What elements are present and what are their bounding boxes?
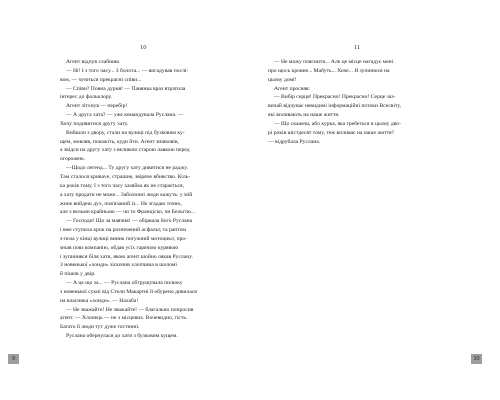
text-line: Агент зітхнув — перебір! [66, 103, 128, 110]
text-line: жиnе вийдеш дух, пов'язаний із... Не згадаю точно, [60, 200, 182, 207]
text-line: — Не можу пояснити... Але це місце нагадує мені [274, 59, 394, 65]
text-line: на власника «хонди». — Нахаба! [60, 297, 139, 304]
text-line: але з вельми крайньою — чи то Франціско, чи Бельгію... [60, 209, 196, 216]
text-line: Хочу подивитися другу хату. [60, 120, 129, 127]
text-line: — відрубала Руслана. [268, 138, 321, 145]
text-line: — Співи? Повна дурня! — Панянка враз втратила [66, 85, 186, 92]
left-page-text [60, 58, 210, 341]
right-page-folio: 10 [471, 354, 482, 364]
left-page-running-number: 10 [140, 44, 147, 51]
text-line: Вийшли з двору, стали на вулиці під бузковим ку- [66, 129, 185, 136]
text-line: й пішов у двір. [60, 271, 96, 278]
text-line: Агент просяяв: [274, 85, 311, 92]
text-line: —Щодо легенд... Ту другу хату дивитися не раджу. [66, 165, 189, 172]
text-line: — Не зважайте! Не зважайте! — благально попросив [66, 306, 194, 313]
left-page-folio: 9 [8, 354, 19, 364]
text-line: — А друга хата? — уже командувала Руслана. — [66, 112, 184, 119]
text-line: — А це що за... — Руслана обтрушувала пилюку [66, 280, 183, 287]
text-line: — Що скажеш, або курка, яка гребеться в цьому дво- [274, 120, 401, 127]
text-line: про щось кровне... Мабуть... Хоче... Я зупинюся на [268, 67, 390, 74]
text-line: цьому домі! [268, 76, 297, 83]
text-line: огорожею. [60, 156, 86, 163]
text-line: які впливають на наше життя. [268, 112, 340, 119]
text-line: а хату продати не може... Заболонні люди кажуть: у мій [60, 191, 193, 198]
right-page-text [268, 58, 420, 146]
text-line: ка років тому. І з того часу хазяйка як не старається, [60, 182, 185, 189]
text-line: рі років шістдесят тому, теж впливає на наше життя? [268, 129, 395, 136]
text-line: а звідси на другу хату з великою старою лавкою перед [60, 147, 190, 154]
text-line: і зупинився біля хати, якою агент шойно лякав Руслану. [60, 253, 193, 260]
right-page-running-number: 11 [354, 44, 361, 51]
text-line: з новенької сукні від Стели Макартні й обурено дивилася [60, 288, 197, 295]
text-line: З новенької «хонди» зіскочив хлопчина в шоломі [60, 262, 177, 269]
right-page [250, 0, 500, 400]
text-line: щем, мовляв, покажіть, куди йти. Агент зніяковів, [60, 138, 179, 145]
text-line: Там сталося кривave, страшне, звіряче вбивство. Кіль- [60, 173, 191, 180]
text-line: і вже ступила крок на розпечений асфальт, та раптом [60, 227, 186, 234]
text-line: Багато й люди тут дуже гостинні. [60, 324, 140, 331]
text-line: вичай відчуває невидимі інформаційні потоки Всесвіту, [268, 103, 402, 110]
text-line: агент. — Хлопець — не з місцевих. Вочевидно, гість. [60, 315, 188, 322]
text-line: Агент відпув слабиню. [66, 59, 121, 65]
text-line: інтерес до фольклору. [60, 94, 113, 101]
text-line: з-поза у кінці вулиці виник потужний мотоцикл, про- [60, 235, 188, 242]
text-line: Руслана обернулася до хати з бузковим кущем. [66, 333, 178, 340]
text-line: — Господи! Що за маячня! — обірвала його Руслана [66, 218, 193, 225]
text-line: — Вибір серця! Прекрасно! Прекрасно! Серце заз- [274, 94, 396, 101]
text-line: — Ні! І з того часу... З болота... — вигадував послі- [66, 67, 189, 74]
text-line: мчав повз компанію, обдав усіх гарячою курявою [60, 244, 179, 251]
text-line: вом, — чуються прекрасні співи... [60, 76, 142, 83]
